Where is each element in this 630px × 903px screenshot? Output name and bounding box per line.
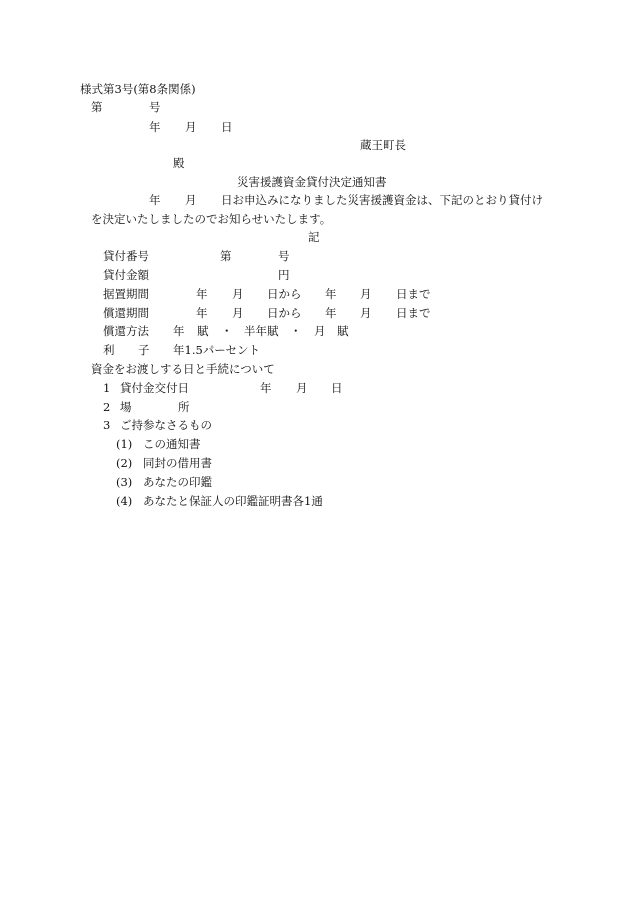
repayment-from-year: 年 bbox=[196, 306, 208, 320]
repayment-to-month: 月 bbox=[360, 306, 372, 320]
addressee-honorific: 殿 bbox=[173, 156, 185, 170]
deferment-from-month: 月 bbox=[232, 287, 244, 301]
bring-item-2-text: 同封の借用書 bbox=[143, 456, 212, 470]
loan-number-suffix: 号 bbox=[278, 249, 290, 263]
bring-item-4-number: (4) bbox=[116, 494, 133, 508]
interest-value: 年1.5パーセント bbox=[173, 343, 261, 357]
repayment-to-day: 日まで bbox=[396, 306, 431, 320]
issue-date-day: 日 bbox=[221, 120, 233, 134]
doc-number-suffix: 号 bbox=[149, 100, 161, 114]
document-title: 災害援護資金貸付決定通知書 bbox=[237, 175, 387, 189]
doc-number-prefix: 第 bbox=[91, 100, 103, 114]
body-month: 月 bbox=[185, 193, 197, 207]
handover-item-1-year: 年 bbox=[260, 381, 272, 395]
handover-item-1-number: 1 bbox=[103, 381, 111, 395]
handover-item-3-number: 3 bbox=[103, 418, 111, 432]
method-semiannual: 半年賦 bbox=[244, 324, 279, 338]
method-annual-a: 年 bbox=[173, 324, 185, 338]
body-year: 年 bbox=[149, 193, 161, 207]
issuer: 蔵王町長 bbox=[360, 138, 406, 152]
repayment-to-year: 年 bbox=[325, 306, 337, 320]
method-separator-1: ・ bbox=[221, 324, 233, 338]
repayment-period-label: 償還期間 bbox=[103, 306, 149, 320]
bring-item-2-number: (2) bbox=[116, 456, 133, 470]
handover-item-3-label: ご持参なさるもの bbox=[120, 418, 212, 432]
deferment-from-year: 年 bbox=[196, 287, 208, 301]
deferment-from-day: 日から bbox=[267, 287, 302, 301]
method-annual-b: 賦 bbox=[197, 324, 209, 338]
handover-item-2-label-a: 場 bbox=[120, 400, 132, 414]
repayment-method-label: 償還方法 bbox=[103, 324, 149, 338]
loan-number-label: 貸付番号 bbox=[103, 249, 149, 263]
handover-item-2-number: 2 bbox=[103, 400, 111, 414]
bring-item-4-text: あなたと保証人の印鑑証明書各1通 bbox=[143, 494, 323, 508]
repayment-from-day: 日から bbox=[267, 306, 302, 320]
handover-item-1-label: 貸付金交付日 bbox=[120, 381, 189, 395]
handover-item-1-day: 日 bbox=[331, 381, 343, 395]
loan-number-prefix: 第 bbox=[220, 249, 232, 263]
form-reference: 様式第3号(第8条関係) bbox=[80, 82, 196, 96]
deferment-label: 据置期間 bbox=[103, 287, 149, 301]
issue-date-month: 月 bbox=[185, 120, 197, 134]
loan-amount-label: 貸付金額 bbox=[103, 268, 149, 282]
bring-item-1-number: (1) bbox=[116, 437, 133, 451]
bring-item-1-text: この通知書 bbox=[143, 437, 201, 451]
issue-date-year: 年 bbox=[149, 120, 161, 134]
handover-heading: 資金をお渡しする日と手続について bbox=[91, 362, 275, 376]
deferment-to-day: 日まで bbox=[396, 287, 431, 301]
body-line-2: を決定いたしましたのでお知らせいたします。 bbox=[91, 212, 332, 226]
deferment-to-month: 月 bbox=[360, 287, 372, 301]
body-line-1: 日お申込みになりました災害援護資金は、下記のとおり貸付け bbox=[221, 193, 543, 207]
handover-item-2-label-b: 所 bbox=[178, 400, 190, 414]
interest-label-b: 子 bbox=[138, 343, 150, 357]
ki-marker: 記 bbox=[308, 230, 320, 244]
repayment-from-month: 月 bbox=[232, 306, 244, 320]
bring-item-3-number: (3) bbox=[116, 475, 133, 489]
method-monthly-a: 月 bbox=[314, 324, 326, 338]
loan-amount-unit: 円 bbox=[278, 268, 290, 282]
method-monthly-b: 賦 bbox=[337, 324, 349, 338]
method-separator-2: ・ bbox=[290, 324, 302, 338]
interest-label-a: 利 bbox=[103, 343, 115, 357]
bring-item-3-text: あなたの印鑑 bbox=[143, 475, 212, 489]
deferment-to-year: 年 bbox=[325, 287, 337, 301]
handover-item-1-month: 月 bbox=[296, 381, 308, 395]
